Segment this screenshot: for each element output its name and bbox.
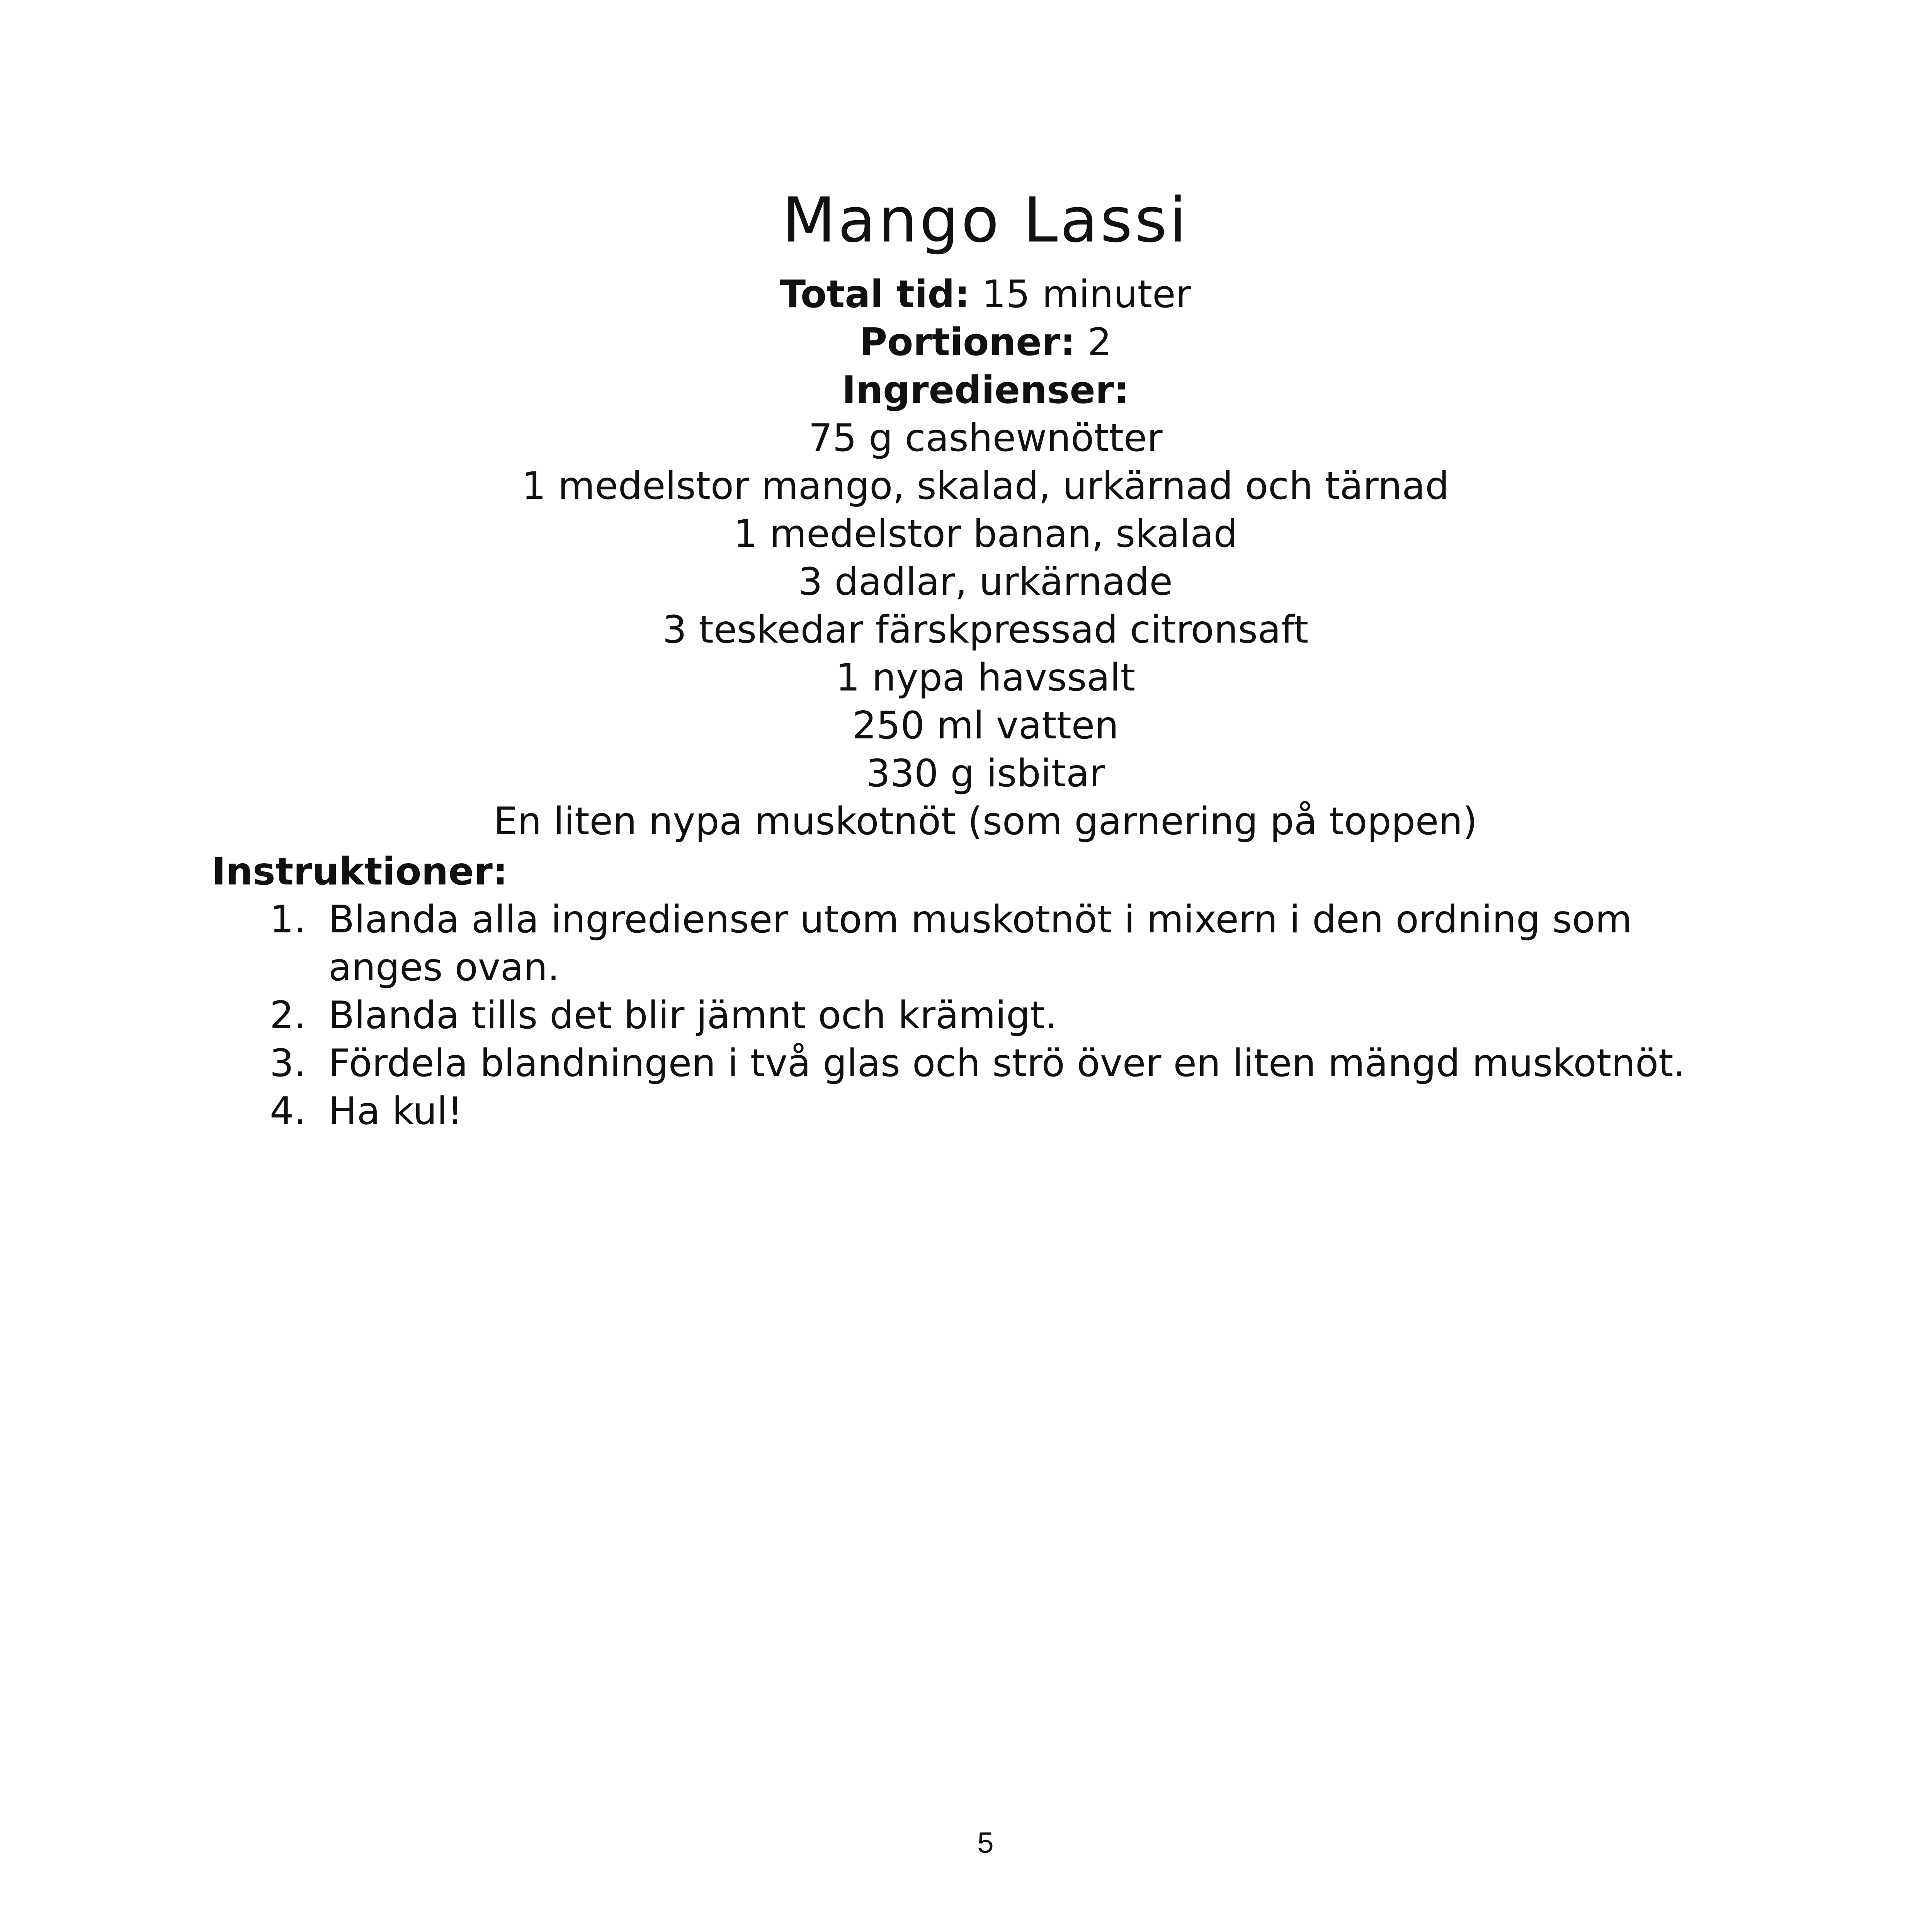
instruction-step xyxy=(212,896,1757,992)
page-number: 5 xyxy=(977,1827,994,1859)
step-number: 4. xyxy=(270,1089,306,1133)
instructions-heading: Instruktioner: xyxy=(212,850,508,894)
ingredient-item: 75 g cashewnötter xyxy=(808,416,1163,460)
ingredient-item: 330 g isbitar xyxy=(866,752,1105,796)
ingredient-item: En liten nypa muskotnöt (som garnering på toppen) xyxy=(493,799,1478,844)
step-text: Blanda tills det blir jämnt och krämigt. xyxy=(328,993,1057,1037)
ingredient-item: 1 medelstor banan, skalad xyxy=(733,512,1238,556)
total-time-line xyxy=(0,270,1932,318)
instruction-step xyxy=(212,1039,1757,1087)
instructions-list xyxy=(212,896,1757,1135)
servings-line xyxy=(0,318,1932,366)
instruction-step xyxy=(212,992,1757,1039)
ingredient-item: 250 ml vatten xyxy=(852,704,1119,748)
step-number: 3. xyxy=(270,1041,306,1085)
step-text: Blanda alla ingredienser utom muskotnöt i mixern i den ordning som anges ovan. xyxy=(328,898,1632,990)
step-number: 1. xyxy=(270,898,306,942)
total-time-label: Total tid: xyxy=(780,272,970,316)
step-number: 2. xyxy=(270,993,306,1037)
step-text: Ha kul! xyxy=(328,1089,463,1133)
ingredient-item: 3 dadlar, urkärnade xyxy=(798,560,1173,604)
ingredient-item: 3 teskedar färskpressad citronsaft xyxy=(662,608,1309,652)
servings-value: 2 xyxy=(1075,320,1112,364)
ingredient-item: 1 nypa havssalt xyxy=(835,656,1135,700)
recipe-summary xyxy=(0,270,1932,845)
total-time-value: 15 minuter xyxy=(969,272,1191,316)
ingredient-item: 1 medelstor mango, skalad, urkärnad och tärnad xyxy=(522,464,1449,508)
instruction-step xyxy=(212,1087,1757,1135)
ingredients-heading: Ingredienser: xyxy=(842,368,1129,412)
recipe-title: Mango Lassi xyxy=(782,184,1189,256)
step-text: Fördela blandningen i två glas och strö över en liten mängd muskotnöt. xyxy=(328,1041,1685,1085)
servings-label: Portioner: xyxy=(859,320,1076,364)
